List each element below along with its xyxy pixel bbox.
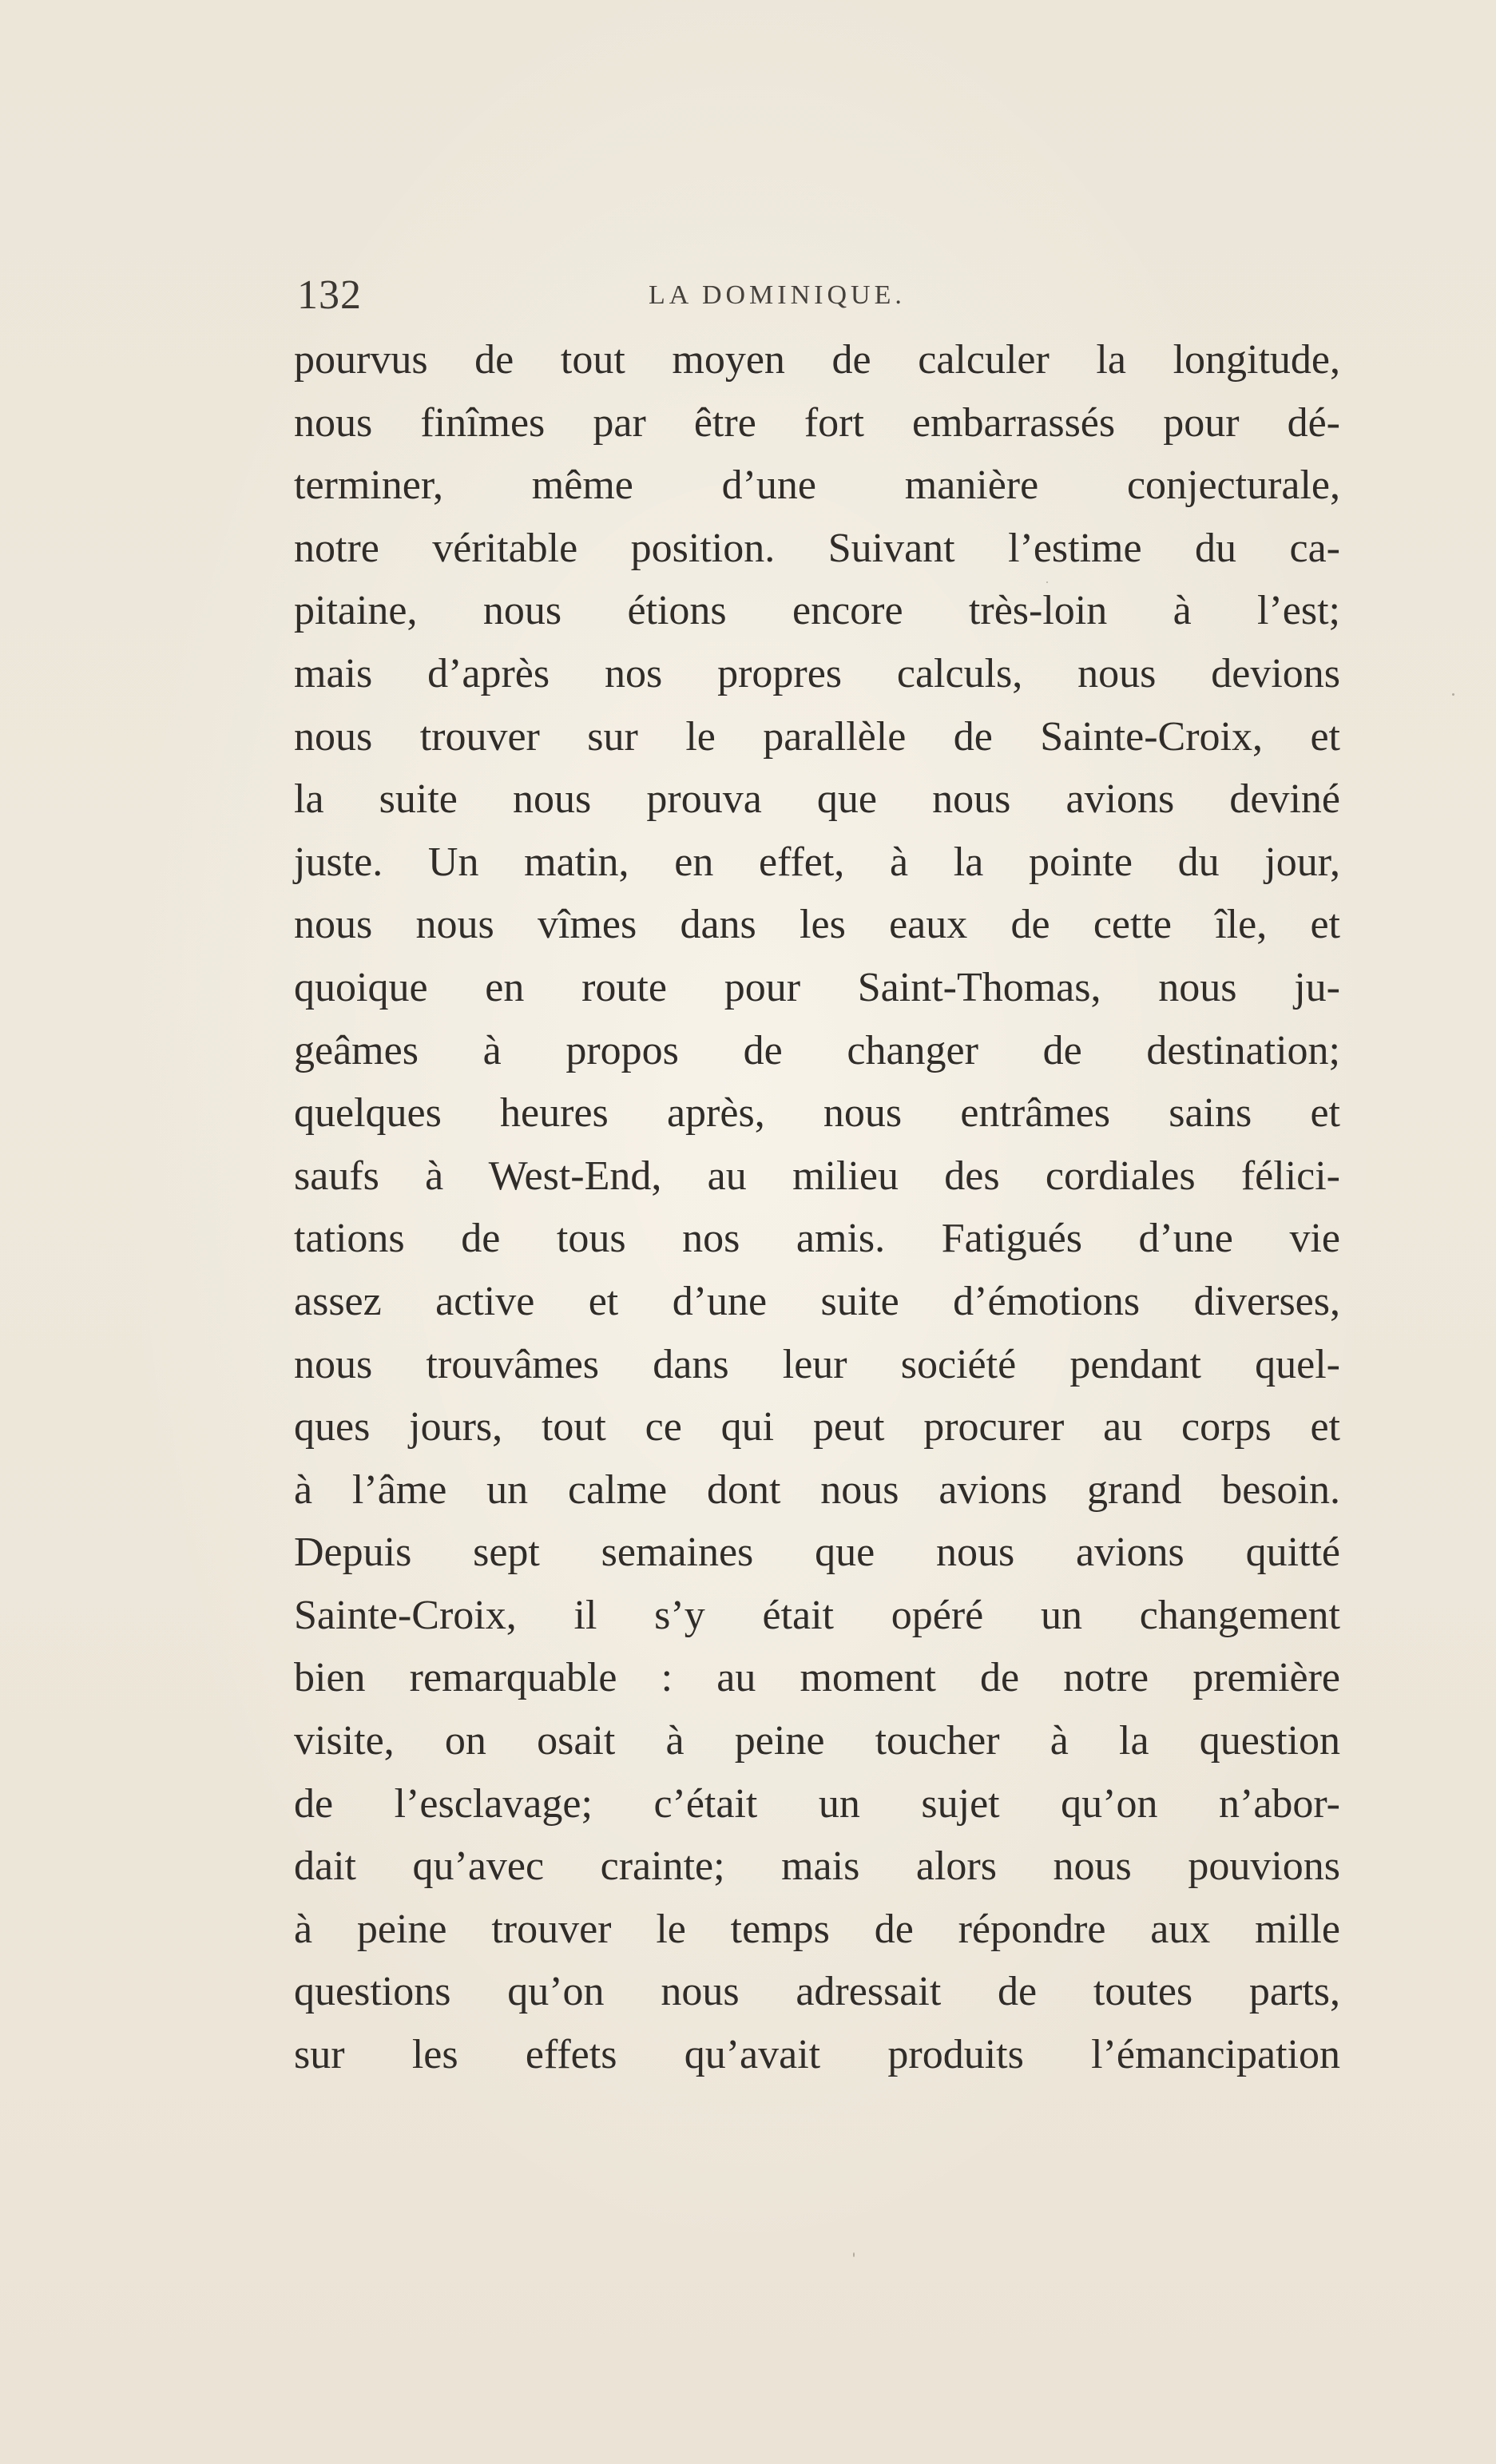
text-line: quoique en route pour Saint-Thomas, nous ju- <box>294 964 1340 1010</box>
text-line: juste. Un matin, en effet, à la pointe du jour, <box>294 839 1340 885</box>
text-line: de l’esclavage; c’était un sujet qu’on n’abor- <box>294 1780 1340 1827</box>
paper-speck <box>853 2252 855 2257</box>
text-line: nous finîmes par être fort embarrassés pour dé- <box>294 399 1340 446</box>
text-line: dait qu’avec crainte; mais alors nous pouvions <box>294 1843 1340 1890</box>
text-line: geâmes à propos de changer de destination; <box>294 1027 1340 1073</box>
text-line: pourvus de tout moyen de calculer la longitude, <box>294 337 1340 383</box>
text-line: terminer, même d’une manière conjecturale, <box>294 462 1340 509</box>
paper-speck <box>1046 581 1048 583</box>
text-line: Depuis sept semaines que nous avions quitté <box>294 1530 1340 1576</box>
text-line: sur les effets qu’avait produits l’émancipation <box>294 2032 1340 2078</box>
text-line: bien remarquable : au moment de notre première <box>294 1655 1340 1701</box>
text-line: nous nous vîmes dans les eaux de cette île, et <box>294 902 1340 948</box>
text-line: visite, on osait à peine toucher à la question <box>294 1718 1340 1764</box>
paper-speck <box>1452 693 1454 696</box>
text-line: à peine trouver le temps de répondre aux mille <box>294 1906 1340 1952</box>
page-header <box>297 272 1327 319</box>
body-text <box>294 329 1340 2087</box>
text-line: notre véritable position. Suivant l’estime du ca- <box>294 525 1340 571</box>
text-line: saufs à West-End, au milieu des cordiales félici- <box>294 1153 1340 1199</box>
text-line: nous trouvâmes dans leur société pendant quel- <box>294 1341 1340 1387</box>
running-title: LA DOMINIQUE. <box>649 280 906 310</box>
text-line: assez active et d’une suite d’émotions diverses, <box>294 1278 1340 1324</box>
text-line: pitaine, nous étions encore très-loin à l’est; <box>294 588 1340 634</box>
text-line: nous trouver sur le parallèle de Sainte-Croix, et <box>294 713 1340 760</box>
page-number: 132 <box>297 272 362 318</box>
text-line: tations de tous nos amis. Fatigués d’une vie <box>294 1216 1340 1262</box>
text-line: à l’âme un calme dont nous avions grand besoin. <box>294 1466 1340 1513</box>
text-line: quelques heures après, nous entrâmes sains et <box>294 1090 1340 1137</box>
text-line: ques jours, tout ce qui peut procurer au corps et <box>294 1404 1340 1450</box>
text-line: Sainte-Croix, il s’y était opéré un changement <box>294 1592 1340 1638</box>
text-line: la suite nous prouva que nous avions deviné <box>294 776 1340 823</box>
text-line: mais d’après nos propres calculs, nous devions <box>294 650 1340 696</box>
text-line: questions qu’on nous adressait de toutes parts, <box>294 1969 1340 2015</box>
